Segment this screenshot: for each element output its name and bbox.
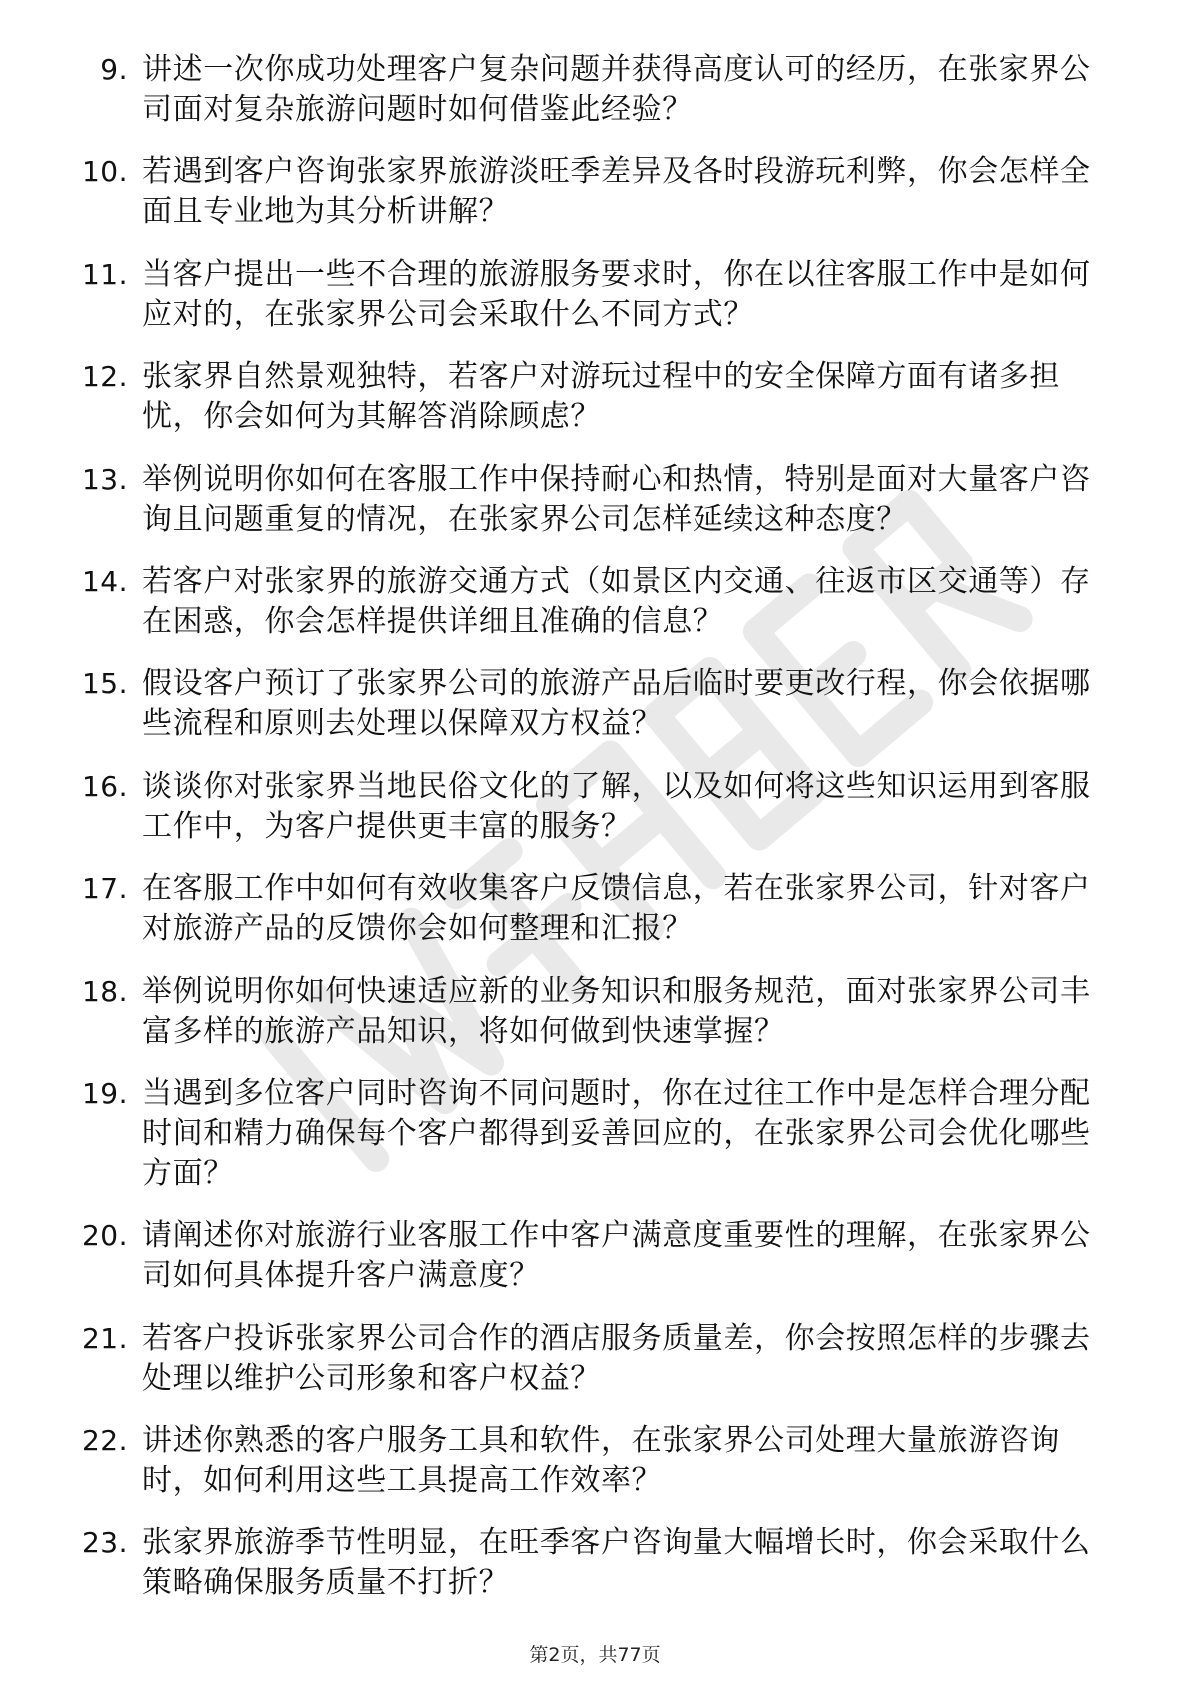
question-number: 23. (81, 1526, 128, 1560)
list-item (58, 1074, 1118, 1194)
list-item (58, 562, 1118, 642)
question-number: 9. (100, 53, 128, 86)
question-number: 22. (81, 1424, 128, 1458)
list-item (58, 50, 1118, 130)
question-number: 20. (81, 1219, 128, 1253)
question-text: 讲述一次你成功处理客户复杂问题并获得高度认可的经历，在张家界公司面对复杂旅游问题时如何借鉴此经验？ (142, 52, 1091, 127)
question-text: 若客户对张家界的旅游交通方式（如景区内交通、往返市区交通等）存在困惑，你会怎样提供详细且准确的信息？ (142, 563, 1091, 639)
question-number: 18. (81, 974, 128, 1008)
question-number: 14. (81, 564, 128, 598)
list-item (58, 152, 1118, 232)
question-number: 12. (81, 360, 128, 394)
question-text: 当遇到多位客户同时咨询不同问题时，你在过往工作中是怎样合理分配时间和精力确保每个客户都得到妥善回应的，在张家界公司会优化哪些方面？ (142, 1075, 1091, 1191)
question-text: 若客户投诉张家界公司合作的酒店服务质量差，你会按照怎样的步骤去处理以维护公司形象和客户权益？ (142, 1320, 1091, 1396)
question-number: 19. (81, 1076, 128, 1110)
question-number: 13. (81, 462, 128, 496)
question-text: 张家界旅游季节性明显，在旺季客户咨询量大幅增长时，你会采取什么策略确保服务质量不打折？ (142, 1525, 1091, 1601)
list-item (58, 1319, 1118, 1399)
list-item (58, 869, 1118, 949)
list-item (58, 767, 1118, 847)
question-text: 讲述你熟悉的客户服务工具和软件，在张家界公司处理大量旅游咨询时，如何利用这些工具提高工作效率？ (142, 1423, 1060, 1499)
question-text: 若遇到客户咨询张家界旅游淡旺季差异及各时段游玩利弊，你会怎样全面且专业地为其分析讲解？ (142, 154, 1091, 230)
question-text: 在客服工作中如何有效收集客户反馈信息，若在张家界公司，针对客户对旅游产品的反馈你会如何整理和汇报？ (142, 871, 1091, 947)
question-number: 10. (81, 155, 128, 189)
list-item (58, 1523, 1118, 1603)
question-text: 举例说明你如何快速适应新的业务知识和服务规范，面对张家界公司丰富多样的旅游产品知识，将如何做到快速掌握？ (142, 973, 1091, 1049)
question-text: 当客户提出一些不合理的旅游服务要求时，你在以往客服工作中是如何应对的，在张家界公司会采取什么不同方式？ (142, 256, 1091, 332)
question-text: 举例说明你如何在客服工作中保持耐心和热情，特别是面对大量客户咨询且问题重复的情况，在张家界公司怎样延续这种态度？ (142, 461, 1091, 537)
list-item (58, 357, 1118, 437)
question-text: 请阐述你对旅游行业客服工作中客户满意度重要性的理解，在张家界公司如何具体提升客户满意度？ (142, 1218, 1091, 1294)
question-text: 张家界自然景观独特，若客户对游玩过程中的安全保障方面有诸多担忧，你会如何为其解答消除顾虑？ (142, 359, 1060, 435)
question-number: 11. (81, 257, 128, 291)
list-item (58, 972, 1118, 1052)
list-item (58, 1216, 1118, 1296)
question-number: 21. (81, 1321, 128, 1355)
question-number: 16. (81, 769, 128, 803)
question-number: 15. (81, 667, 128, 701)
question-list (58, 50, 1118, 1626)
question-text: 谈谈你对张家界当地民俗文化的了解，以及如何将这些知识运用到客服工作中，为客户提供更丰富的服务？ (142, 768, 1091, 844)
question-number: 17. (81, 872, 128, 906)
list-item (58, 460, 1118, 540)
page-number-footer: 第2页，共77页 (529, 1644, 661, 1666)
question-text: 假设客户预订了张家界公司的旅游产品后临时要更改行程，你会依据哪些流程和原则去处理以保障双方权益？ (142, 666, 1091, 742)
list-item (58, 1421, 1118, 1501)
list-item (58, 664, 1118, 744)
list-item (58, 255, 1118, 335)
